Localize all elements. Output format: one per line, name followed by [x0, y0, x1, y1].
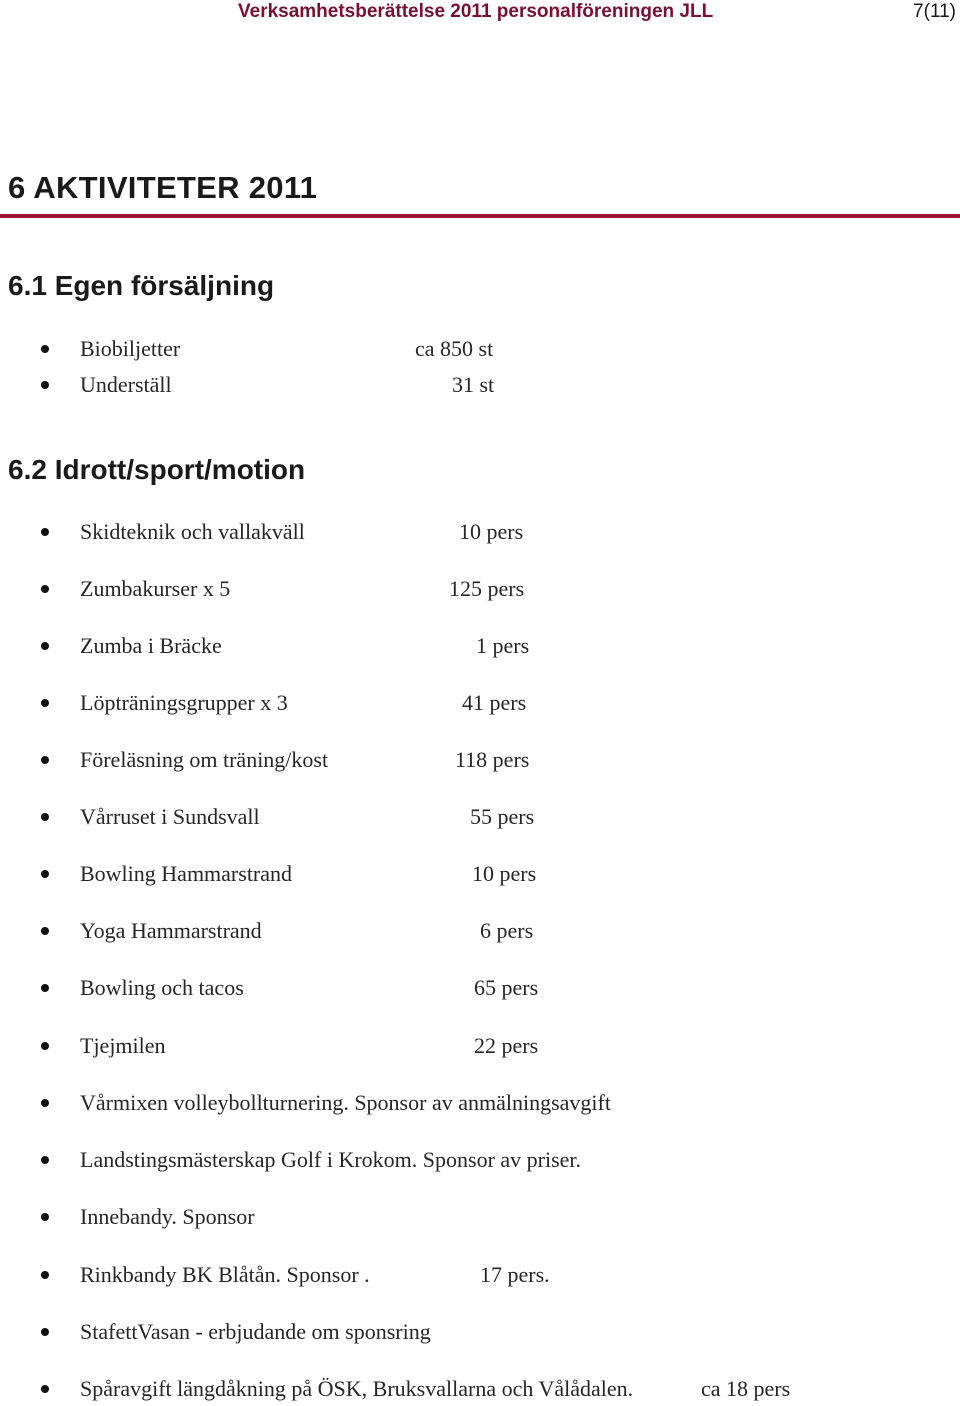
item-value: 1 pers — [476, 633, 530, 658]
item-value: 118 pers — [455, 747, 530, 772]
item-label: Innebandy. Sponsor — [80, 1204, 255, 1229]
item-value: 10 pers — [459, 519, 524, 544]
item-label: Tjejmilen — [80, 1033, 166, 1058]
bullet-icon — [41, 528, 49, 536]
item-label: Vårruset i Sundsvall — [80, 804, 260, 829]
running-header — [0, 0, 960, 26]
bullet-icon — [41, 1385, 49, 1393]
list-item — [0, 916, 960, 946]
item-value: 6 pers — [480, 918, 534, 943]
list-item — [0, 859, 960, 889]
bullet-icon — [41, 1099, 49, 1107]
item-label: Föreläsning om träning/kost — [80, 747, 329, 772]
list-item — [0, 1031, 960, 1061]
item-label: Spåravgift längdåkning på ÖSK, Bruksvallarna och Vålådalen. — [80, 1376, 634, 1401]
item-label: Skidteknik och vallakväll — [80, 519, 305, 544]
list-item — [0, 1374, 960, 1404]
bullet-icon — [41, 699, 49, 707]
bullet-icon — [41, 813, 49, 821]
list-item — [0, 370, 960, 400]
list-item — [0, 1317, 960, 1347]
bullet-icon — [41, 1213, 49, 1221]
item-value: 55 pers — [470, 804, 535, 829]
list-item — [0, 802, 960, 832]
bullet-icon — [41, 1156, 49, 1164]
list-item — [0, 1260, 960, 1290]
bullet-icon — [41, 345, 49, 353]
list-item — [0, 517, 960, 547]
item-label: Bowling Hammarstrand — [80, 861, 293, 886]
bullet-icon — [41, 642, 49, 650]
item-label: StafettVasan - erbjudande om sponsring — [80, 1319, 431, 1344]
item-value: 10 pers — [472, 861, 537, 886]
bullet-icon — [41, 585, 49, 593]
list-item — [0, 973, 960, 1003]
bullet-icon — [41, 1328, 49, 1336]
item-value: ca 18 pers — [701, 1376, 791, 1401]
item-label: Underställ — [80, 372, 172, 397]
item-label: Biobiljetter — [80, 336, 181, 361]
item-label: Rinkbandy BK Blåtån. Sponsor . — [80, 1262, 370, 1287]
item-value: 22 pers — [474, 1033, 539, 1058]
list-item — [0, 631, 960, 661]
item-label: Zumbakurser x 5 — [80, 576, 231, 601]
item-label: Landstingsmästerskap Golf i Krokom. Sponsor av priser. — [80, 1147, 582, 1172]
item-value: 65 pers — [474, 975, 539, 1000]
bullet-icon — [41, 381, 49, 389]
item-value: ca 850 st — [415, 336, 494, 361]
list-item — [0, 1202, 960, 1232]
heading-rule — [0, 214, 960, 218]
bullet-icon — [41, 1042, 49, 1050]
item-label: Vårmixen volleybollturnering. Sponsor av anmälningsavgift — [80, 1090, 611, 1115]
item-label: Bowling och tacos — [80, 975, 244, 1000]
list-item — [0, 745, 960, 775]
item-label: Löpträningsgrupper x 3 — [80, 690, 288, 715]
list-item — [0, 1145, 960, 1175]
item-label: Zumba i Bräcke — [80, 633, 222, 658]
bullet-icon — [41, 756, 49, 764]
list-item — [0, 688, 960, 718]
item-value: 17 pers. — [480, 1262, 550, 1287]
item-label: Yoga Hammarstrand — [80, 918, 262, 943]
list-item — [0, 1088, 960, 1118]
list-item — [0, 334, 960, 364]
chapter-heading: 6 AKTIVITETER 2011 — [8, 170, 318, 205]
bullet-icon — [41, 927, 49, 935]
section-heading-idrott: 6.2 Idrott/sport/motion — [8, 454, 306, 485]
document-title: Verksamhetsberättelse 2011 personalföreningen JLL — [238, 1, 714, 22]
item-value: 31 st — [452, 372, 495, 397]
list-item — [0, 574, 960, 604]
bullet-icon — [41, 870, 49, 878]
bullet-icon — [41, 1271, 49, 1279]
section-heading-egen-forsaljning: 6.1 Egen försäljning — [8, 270, 275, 301]
item-value: 41 pers — [462, 690, 527, 715]
page-number: 7(11) — [913, 1, 956, 22]
item-value: 125 pers — [449, 576, 525, 601]
bullet-icon — [41, 984, 49, 992]
